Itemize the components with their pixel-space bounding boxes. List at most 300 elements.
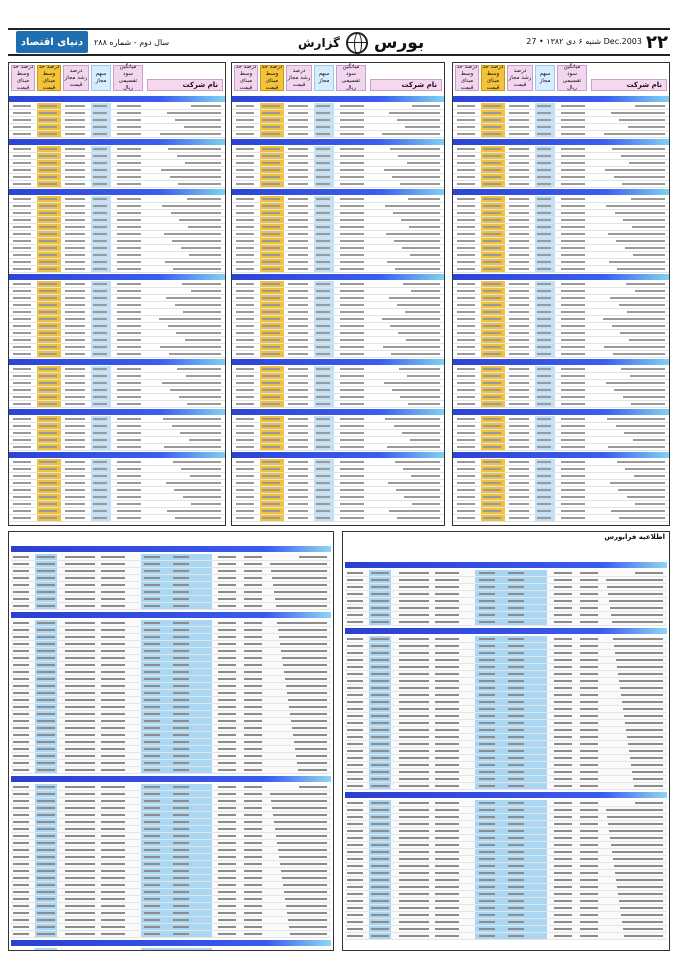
table-row bbox=[453, 437, 669, 444]
table-row bbox=[11, 746, 331, 753]
group-band bbox=[345, 628, 667, 634]
table-row bbox=[11, 948, 331, 951]
table-row bbox=[9, 430, 225, 437]
table-row bbox=[232, 387, 444, 394]
header-col-2: سهم مجاز bbox=[535, 65, 555, 91]
table-row bbox=[232, 295, 444, 302]
table-row bbox=[11, 819, 331, 826]
group-band bbox=[232, 452, 444, 458]
group-band bbox=[11, 546, 331, 552]
table-header bbox=[453, 63, 669, 93]
table-row bbox=[11, 627, 331, 634]
table-row bbox=[9, 401, 225, 408]
table-row bbox=[232, 238, 444, 245]
table-row bbox=[11, 582, 331, 589]
table-row bbox=[9, 281, 225, 288]
table-row bbox=[232, 394, 444, 401]
table-row bbox=[345, 636, 667, 643]
table-row bbox=[11, 561, 331, 568]
table-row bbox=[232, 337, 444, 344]
table-row bbox=[453, 153, 669, 160]
table-row bbox=[232, 401, 444, 408]
table-row bbox=[232, 480, 444, 487]
table-row bbox=[453, 466, 669, 473]
group-band bbox=[11, 612, 331, 618]
table-row bbox=[9, 337, 225, 344]
table-row bbox=[11, 718, 331, 725]
market-table-bottom-right bbox=[342, 531, 670, 951]
table-row bbox=[453, 131, 669, 138]
group-band bbox=[11, 940, 331, 946]
table-row bbox=[345, 699, 667, 706]
table-row bbox=[453, 245, 669, 252]
table-row bbox=[345, 591, 667, 598]
table-row bbox=[11, 910, 331, 917]
section-title: بورس bbox=[374, 33, 425, 53]
table-row bbox=[453, 252, 669, 259]
table-row bbox=[9, 160, 225, 167]
table-row bbox=[453, 501, 669, 508]
table-row bbox=[11, 882, 331, 889]
table-row bbox=[9, 167, 225, 174]
table-row bbox=[345, 933, 667, 940]
table-row bbox=[453, 288, 669, 295]
table-row bbox=[9, 203, 225, 210]
table-row bbox=[11, 868, 331, 875]
table-row bbox=[232, 217, 444, 224]
table-row bbox=[9, 394, 225, 401]
table-row bbox=[232, 316, 444, 323]
table-row bbox=[345, 577, 667, 584]
table-row bbox=[345, 619, 667, 626]
table-row bbox=[453, 295, 669, 302]
table-row bbox=[453, 444, 669, 451]
table-row bbox=[453, 487, 669, 494]
section-subtitle: گزارش bbox=[298, 36, 341, 50]
table-row bbox=[11, 847, 331, 854]
table-row bbox=[453, 181, 669, 188]
group-band bbox=[9, 274, 225, 280]
table-row bbox=[345, 905, 667, 912]
table-row bbox=[9, 444, 225, 451]
table-row bbox=[232, 373, 444, 380]
table-row bbox=[453, 196, 669, 203]
table-row bbox=[345, 748, 667, 755]
table-row bbox=[453, 103, 669, 110]
table-row bbox=[453, 480, 669, 487]
table-row bbox=[9, 245, 225, 252]
table-row bbox=[232, 309, 444, 316]
table-row bbox=[11, 767, 331, 774]
table-row bbox=[9, 302, 225, 309]
table-row bbox=[11, 655, 331, 662]
table-row bbox=[9, 295, 225, 302]
table-row bbox=[453, 210, 669, 217]
header-col-1: میانگین سود تقسیمی ریال bbox=[557, 65, 587, 91]
table-row bbox=[9, 146, 225, 153]
table-row bbox=[11, 676, 331, 683]
table-row bbox=[453, 416, 669, 423]
header-col-3: درصد رشد مجاز قیمت bbox=[63, 65, 89, 91]
table-row bbox=[345, 755, 667, 762]
table-row bbox=[232, 437, 444, 444]
table-row bbox=[232, 351, 444, 358]
table-row bbox=[11, 732, 331, 739]
table-row bbox=[232, 266, 444, 273]
table-row bbox=[232, 508, 444, 515]
table-row bbox=[453, 423, 669, 430]
table-row bbox=[232, 330, 444, 337]
header-col-3: درصد رشد مجاز قیمت bbox=[286, 65, 312, 91]
table-row bbox=[345, 685, 667, 692]
group-band bbox=[232, 409, 444, 415]
table-row bbox=[9, 238, 225, 245]
table-row bbox=[11, 753, 331, 760]
table-row bbox=[11, 669, 331, 676]
table-body bbox=[453, 95, 669, 525]
group-band bbox=[232, 274, 444, 280]
table-row bbox=[11, 634, 331, 641]
table-row bbox=[232, 259, 444, 266]
table-row bbox=[232, 103, 444, 110]
group-band bbox=[9, 359, 225, 365]
table-row bbox=[11, 903, 331, 910]
group-band bbox=[232, 139, 444, 145]
table-row bbox=[9, 373, 225, 380]
table-row bbox=[453, 373, 669, 380]
table-row bbox=[345, 741, 667, 748]
table-row bbox=[345, 877, 667, 884]
header-company-name: نام شرکت bbox=[147, 79, 223, 91]
table-row bbox=[232, 131, 444, 138]
table-row bbox=[9, 423, 225, 430]
table-row bbox=[232, 344, 444, 351]
group-band bbox=[453, 96, 669, 102]
table-row bbox=[345, 884, 667, 891]
table-row bbox=[11, 704, 331, 711]
table-row bbox=[453, 174, 669, 181]
table-row bbox=[453, 344, 669, 351]
group-band bbox=[9, 96, 225, 102]
header-col-5: درصد حد وسط مبنای قیمت bbox=[456, 64, 478, 91]
table-row bbox=[11, 917, 331, 924]
table-row bbox=[345, 828, 667, 835]
table-row bbox=[232, 167, 444, 174]
table-row bbox=[453, 231, 669, 238]
table-row bbox=[11, 760, 331, 767]
table-row bbox=[232, 110, 444, 117]
header-col-1: میانگین سود تقسیمی ریال bbox=[113, 65, 143, 91]
table-row bbox=[345, 898, 667, 905]
group-band bbox=[345, 792, 667, 798]
table-row bbox=[9, 366, 225, 373]
table-row bbox=[345, 926, 667, 933]
table-row bbox=[9, 131, 225, 138]
group-band bbox=[9, 139, 225, 145]
stock-table-left bbox=[8, 62, 226, 526]
table-row bbox=[9, 380, 225, 387]
table-row bbox=[345, 814, 667, 821]
table-body bbox=[9, 95, 225, 525]
header-col-4: درصد حد وسط مبنای قیمت bbox=[38, 64, 60, 91]
table-row bbox=[453, 266, 669, 273]
table-row bbox=[11, 791, 331, 798]
table-row bbox=[453, 380, 669, 387]
table-row bbox=[232, 245, 444, 252]
table-row bbox=[9, 210, 225, 217]
table-row bbox=[232, 196, 444, 203]
header-col-4: درصد حد وسط مبنای قیمت bbox=[261, 64, 283, 91]
table-row bbox=[345, 800, 667, 807]
table-row bbox=[9, 124, 225, 131]
group-band bbox=[453, 139, 669, 145]
table-row bbox=[232, 224, 444, 231]
table-row bbox=[11, 861, 331, 868]
date-line: شنبه ۶ دی ۱۳۸۲ • 27 Dec.2003 bbox=[526, 37, 642, 46]
stock-table-right bbox=[452, 62, 670, 526]
table-row bbox=[345, 919, 667, 926]
header-col-5: درصد حد وسط مبنای قیمت bbox=[12, 64, 34, 91]
table-row bbox=[345, 807, 667, 814]
table-row bbox=[232, 288, 444, 295]
table-row bbox=[11, 826, 331, 833]
table-row bbox=[232, 252, 444, 259]
header-col-4: درصد حد وسط مبنای قیمت bbox=[482, 64, 504, 91]
table-row bbox=[232, 174, 444, 181]
header-col-2: سهم مجاز bbox=[91, 65, 111, 91]
table-row bbox=[11, 575, 331, 582]
table-row bbox=[345, 821, 667, 828]
table-row bbox=[11, 620, 331, 627]
table-row bbox=[453, 366, 669, 373]
table-row bbox=[232, 323, 444, 330]
table-row bbox=[345, 863, 667, 870]
table-row bbox=[232, 281, 444, 288]
table-row bbox=[453, 259, 669, 266]
table-row bbox=[9, 508, 225, 515]
table-row bbox=[345, 643, 667, 650]
table-row bbox=[453, 394, 669, 401]
table-row bbox=[453, 302, 669, 309]
table-row bbox=[453, 224, 669, 231]
table-row bbox=[345, 727, 667, 734]
table-row bbox=[453, 203, 669, 210]
table-row bbox=[11, 690, 331, 697]
table-row bbox=[9, 103, 225, 110]
table-row bbox=[11, 596, 331, 603]
table-row bbox=[11, 648, 331, 655]
table-row bbox=[453, 117, 669, 124]
table-row bbox=[453, 238, 669, 245]
table-row bbox=[453, 430, 669, 437]
table-row bbox=[232, 380, 444, 387]
market-table-bottom-left bbox=[8, 531, 334, 951]
table-row bbox=[11, 739, 331, 746]
table-row bbox=[9, 231, 225, 238]
table-row bbox=[9, 174, 225, 181]
group-band bbox=[232, 189, 444, 195]
table-header bbox=[232, 63, 444, 93]
table-row bbox=[9, 153, 225, 160]
table-row bbox=[232, 124, 444, 131]
page-header bbox=[8, 28, 670, 56]
table-row bbox=[11, 833, 331, 840]
table-row bbox=[453, 110, 669, 117]
table-row bbox=[11, 784, 331, 791]
table-row bbox=[9, 344, 225, 351]
table-row bbox=[453, 494, 669, 501]
group-band bbox=[9, 189, 225, 195]
table-row bbox=[345, 664, 667, 671]
header-col-5: درصد حد وسط مبنای قیمت bbox=[235, 64, 257, 91]
group-band bbox=[453, 189, 669, 195]
table-row bbox=[232, 444, 444, 451]
table-row bbox=[345, 605, 667, 612]
table-row bbox=[232, 466, 444, 473]
table-row bbox=[232, 231, 444, 238]
header-company-name: نام شرکت bbox=[591, 79, 667, 91]
table-row bbox=[11, 798, 331, 805]
table-row bbox=[11, 697, 331, 704]
header-col-2: سهم مجاز bbox=[314, 65, 334, 91]
table-row bbox=[453, 459, 669, 466]
table-row bbox=[453, 330, 669, 337]
group-band bbox=[453, 452, 669, 458]
table-row bbox=[345, 657, 667, 664]
page-number: ۲۲ bbox=[646, 32, 668, 53]
table-row bbox=[11, 589, 331, 596]
table-row bbox=[9, 266, 225, 273]
table-row bbox=[9, 224, 225, 231]
table-row bbox=[345, 870, 667, 877]
table-row bbox=[9, 316, 225, 323]
table-row bbox=[11, 683, 331, 690]
table-row bbox=[9, 259, 225, 266]
table-row bbox=[453, 508, 669, 515]
header-company-name: نام شرکت bbox=[370, 79, 442, 91]
table-row bbox=[345, 671, 667, 678]
table-row bbox=[453, 281, 669, 288]
table-row bbox=[9, 473, 225, 480]
table-row bbox=[11, 725, 331, 732]
group-band bbox=[453, 274, 669, 280]
table-row bbox=[453, 323, 669, 330]
table-row bbox=[232, 515, 444, 522]
bottom-right-title: اطلاعیه فرابورس bbox=[604, 533, 665, 541]
table-row bbox=[232, 146, 444, 153]
table-row bbox=[232, 473, 444, 480]
table-row bbox=[453, 316, 669, 323]
table-row bbox=[453, 124, 669, 131]
table-row bbox=[11, 554, 331, 561]
group-band bbox=[453, 359, 669, 365]
table-body bbox=[345, 560, 667, 948]
table-row bbox=[11, 805, 331, 812]
table-row bbox=[9, 459, 225, 466]
group-band bbox=[9, 409, 225, 415]
table-row bbox=[9, 466, 225, 473]
table-row bbox=[345, 912, 667, 919]
table-row bbox=[453, 146, 669, 153]
group-band bbox=[232, 359, 444, 365]
table-row bbox=[453, 387, 669, 394]
table-row bbox=[345, 835, 667, 842]
table-row bbox=[11, 889, 331, 896]
newspaper-logo: دنیای اقتصاد bbox=[16, 31, 88, 53]
table-row bbox=[9, 217, 225, 224]
table-row bbox=[232, 423, 444, 430]
table-row bbox=[345, 570, 667, 577]
section-title-box bbox=[298, 30, 424, 56]
table-row bbox=[345, 849, 667, 856]
table-row bbox=[9, 110, 225, 117]
group-band bbox=[9, 452, 225, 458]
header-col-1: میانگین سود تقسیمی ریال bbox=[336, 65, 366, 91]
issue-line: سال دوم - شماره ۲۸۸ bbox=[94, 38, 170, 47]
table-row bbox=[453, 515, 669, 522]
table-row bbox=[232, 487, 444, 494]
table-row bbox=[232, 302, 444, 309]
table-row bbox=[9, 117, 225, 124]
table-row bbox=[345, 706, 667, 713]
table-row bbox=[232, 459, 444, 466]
table-row bbox=[345, 650, 667, 657]
table-row bbox=[345, 612, 667, 619]
stock-table-middle bbox=[231, 62, 445, 526]
table-row bbox=[345, 783, 667, 790]
table-row bbox=[453, 167, 669, 174]
table-row bbox=[345, 776, 667, 783]
table-row bbox=[345, 762, 667, 769]
table-row bbox=[345, 891, 667, 898]
group-band bbox=[345, 562, 667, 568]
table-row bbox=[9, 416, 225, 423]
table-row bbox=[345, 734, 667, 741]
table-row bbox=[11, 662, 331, 669]
table-row bbox=[11, 711, 331, 718]
table-row bbox=[11, 812, 331, 819]
table-row bbox=[232, 153, 444, 160]
table-row bbox=[11, 854, 331, 861]
table-header bbox=[9, 63, 225, 93]
group-band bbox=[11, 776, 331, 782]
table-row bbox=[232, 181, 444, 188]
table-row bbox=[453, 160, 669, 167]
table-row bbox=[11, 641, 331, 648]
table-row bbox=[9, 252, 225, 259]
table-row bbox=[9, 309, 225, 316]
table-row bbox=[345, 769, 667, 776]
table-row bbox=[345, 584, 667, 591]
table-row bbox=[232, 366, 444, 373]
table-row bbox=[9, 487, 225, 494]
table-body bbox=[11, 544, 331, 948]
table-row bbox=[9, 480, 225, 487]
table-row bbox=[9, 351, 225, 358]
table-row bbox=[9, 323, 225, 330]
table-row bbox=[11, 896, 331, 903]
table-row bbox=[9, 181, 225, 188]
table-row bbox=[9, 196, 225, 203]
table-row bbox=[9, 501, 225, 508]
table-row bbox=[11, 568, 331, 575]
table-row bbox=[453, 217, 669, 224]
table-row bbox=[453, 351, 669, 358]
table-row bbox=[232, 160, 444, 167]
table-row bbox=[453, 309, 669, 316]
table-row bbox=[9, 494, 225, 501]
table-row bbox=[9, 437, 225, 444]
